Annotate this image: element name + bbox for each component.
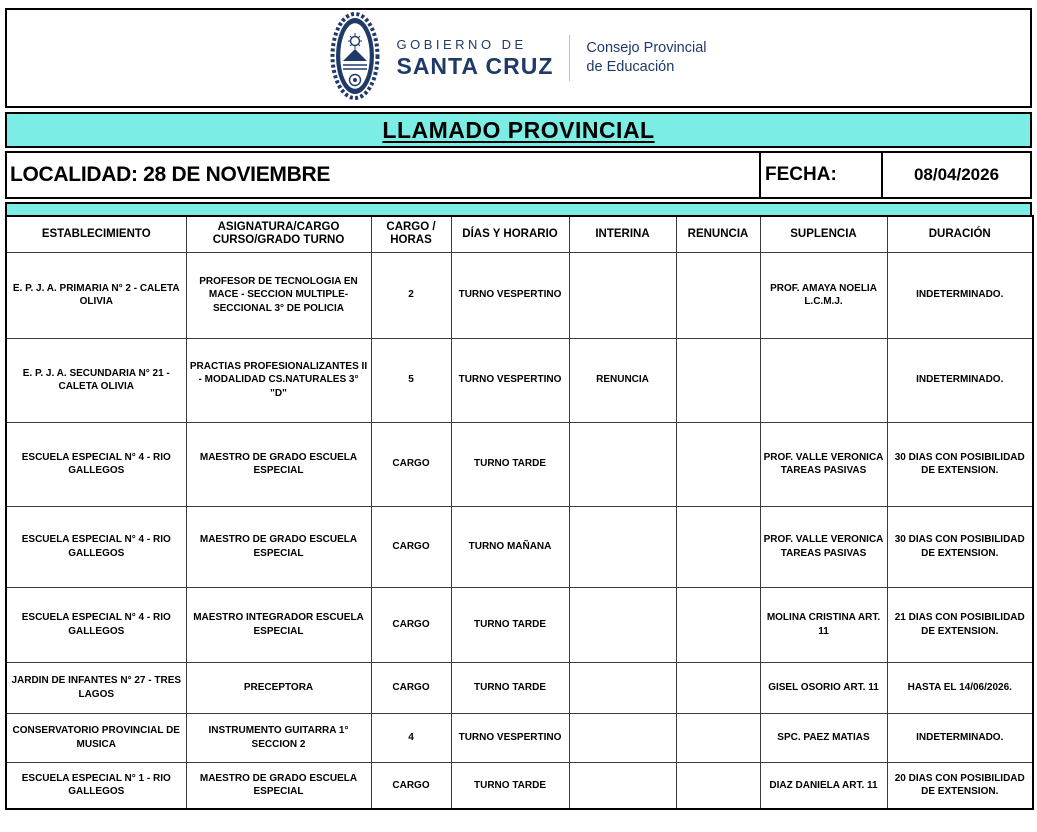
column-header: ASIGNATURA/CARGO CURSO/GRADO TURNO — [186, 216, 371, 252]
table-cell: E. P. J. A. SECUNDARIA N° 21 - CALETA OLIVIA — [6, 338, 186, 422]
localidad-text: LOCALIDAD: 28 DE NOVIEMBRE — [7, 153, 761, 197]
table-cell: CARGO — [371, 506, 451, 587]
page-title: LLAMADO PROVINCIAL — [382, 116, 655, 143]
table-row — [6, 762, 1033, 809]
table-cell: INDETERMINADO. — [887, 252, 1033, 338]
table-cell: CONSERVATORIO PROVINCIAL DE MUSICA — [6, 713, 186, 762]
table-cell: PRACTIAS PROFESIONALIZANTES II - MODALIDAD CS.NATURALES 3° "D" — [186, 338, 371, 422]
table-cell — [569, 713, 676, 762]
table-cell: 5 — [371, 338, 451, 422]
table-body — [6, 252, 1033, 809]
table-cell: PROF. VALLE VERONICA TAREAS PASIVAS — [760, 422, 887, 506]
table-cell — [676, 662, 760, 713]
table-cell: MOLINA CRISTINA ART. 11 — [760, 587, 887, 662]
santa-cruz-coat-of-arms-icon — [330, 11, 380, 106]
table-cell: TURNO TARDE — [451, 762, 569, 809]
column-header: ESTABLECIMIENTO — [6, 216, 186, 252]
title-banner — [5, 112, 1032, 148]
table-row — [6, 252, 1033, 338]
table-cell: 30 DIAS CON POSIBILIDAD DE EXTENSION. — [887, 506, 1033, 587]
table-row — [6, 338, 1033, 422]
table-cell: MAESTRO DE GRADO ESCUELA ESPECIAL — [186, 422, 371, 506]
table-cell — [676, 252, 760, 338]
table-cell — [676, 422, 760, 506]
table-cell: MAESTRO INTEGRADOR ESCUELA ESPECIAL — [186, 587, 371, 662]
column-header: RENUNCIA — [676, 216, 760, 252]
table-cell — [569, 422, 676, 506]
table-cell: TURNO VESPERTINO — [451, 252, 569, 338]
table-cell: PRECEPTORA — [186, 662, 371, 713]
table-row — [6, 506, 1033, 587]
table-cell — [569, 762, 676, 809]
table-row — [6, 422, 1033, 506]
column-header: DÍAS Y HORARIO — [451, 216, 569, 252]
table-cell: MAESTRO DE GRADO ESCUELA ESPECIAL — [186, 506, 371, 587]
table-cell: CARGO — [371, 422, 451, 506]
table-cell: 20 DIAS CON POSIBILIDAD DE EXTENSION. — [887, 762, 1033, 809]
table-cell — [676, 506, 760, 587]
brand-government-text: GOBIERNO DE — [396, 36, 527, 52]
table-cell: CARGO — [371, 762, 451, 809]
column-header: DURACIÓN — [887, 216, 1033, 252]
table-row — [6, 662, 1033, 713]
table-cell: TURNO TARDE — [451, 422, 569, 506]
table-cell: ESCUELA ESPECIAL N° 4 - RIO GALLEGOS — [6, 587, 186, 662]
table-cell: DIAZ DANIELA ART. 11 — [760, 762, 887, 809]
table-cell: JARDIN DE INFANTES N° 27 - TRES LAGOS — [6, 662, 186, 713]
table-cell: TURNO VESPERTINO — [451, 338, 569, 422]
table-cell: TURNO VESPERTINO — [451, 713, 569, 762]
info-row — [5, 151, 1032, 199]
vacancies-table — [5, 215, 1034, 810]
table-cell — [569, 662, 676, 713]
table-cell: 30 DIAS CON POSIBILIDAD DE EXTENSION. — [887, 422, 1033, 506]
table-cell: SPC. PAEZ MATIAS — [760, 713, 887, 762]
table-cell: HASTA EL 14/06/2026. — [887, 662, 1033, 713]
organization-name — [586, 39, 706, 77]
letterhead — [5, 8, 1032, 108]
table-cell — [760, 338, 887, 422]
table-cell — [569, 252, 676, 338]
table-cell — [676, 587, 760, 662]
accent-strip — [5, 202, 1032, 215]
table-cell: CARGO — [371, 587, 451, 662]
table-cell: TURNO TARDE — [451, 662, 569, 713]
table-cell: 4 — [371, 713, 451, 762]
column-header: SUPLENCIA — [760, 216, 887, 252]
table-cell: PROF. VALLE VERONICA TAREAS PASIVAS — [760, 506, 887, 587]
table-cell: TURNO MAÑANA — [451, 506, 569, 587]
table-cell: CARGO — [371, 662, 451, 713]
table-cell — [676, 713, 760, 762]
organization-line1: Consejo Provincial — [586, 40, 707, 57]
table-header-row — [6, 216, 1033, 252]
table-cell: MAESTRO DE GRADO ESCUELA ESPECIAL — [186, 762, 371, 809]
table-cell — [676, 762, 760, 809]
table-cell: TURNO TARDE — [451, 587, 569, 662]
table-cell: RENUNCIA — [569, 338, 676, 422]
column-header: CARGO / HORAS — [371, 216, 451, 252]
table-cell: GISEL OSORIO ART. 11 — [760, 662, 887, 713]
table-cell: E. P. J. A. PRIMARIA N° 2 - CALETA OLIVIA — [6, 252, 186, 338]
brand-divider — [569, 35, 570, 81]
table-cell: 2 — [371, 252, 451, 338]
table-cell: INDETERMINADO. — [887, 713, 1033, 762]
table-cell — [569, 587, 676, 662]
table-cell: ESCUELA ESPECIAL N° 4 - RIO GALLEGOS — [6, 506, 186, 587]
organization-line2: de Educación — [586, 59, 675, 75]
fecha-label: FECHA: — [761, 153, 883, 197]
table-row — [6, 713, 1033, 762]
table-cell: INSTRUMENTO GUITARRA 1° SECCION 2 — [186, 713, 371, 762]
table-cell: INDETERMINADO. — [887, 338, 1033, 422]
table-cell: ESCUELA ESPECIAL N° 4 - RIO GALLEGOS — [6, 422, 186, 506]
table-cell: 21 DIAS CON POSIBILIDAD DE EXTENSION. — [887, 587, 1033, 662]
government-brand — [396, 37, 553, 80]
table-cell — [569, 506, 676, 587]
table-cell: PROF. AMAYA NOELIA L.C.M.J. — [760, 252, 887, 338]
fecha-value: 08/04/2026 — [913, 165, 1000, 184]
table-cell: PROFESOR DE TECNOLOGIA EN MACE - SECCION MULTIPLE- SECCIONAL 3° DE POLICIA — [186, 252, 371, 338]
table-row — [6, 587, 1033, 662]
table-cell — [676, 338, 760, 422]
brand-province-text: SANTA CRUZ — [396, 52, 554, 79]
table-cell: ESCUELA ESPECIAL N° 1 - RIO GALLEGOS — [6, 762, 186, 809]
column-header: INTERINA — [569, 216, 676, 252]
